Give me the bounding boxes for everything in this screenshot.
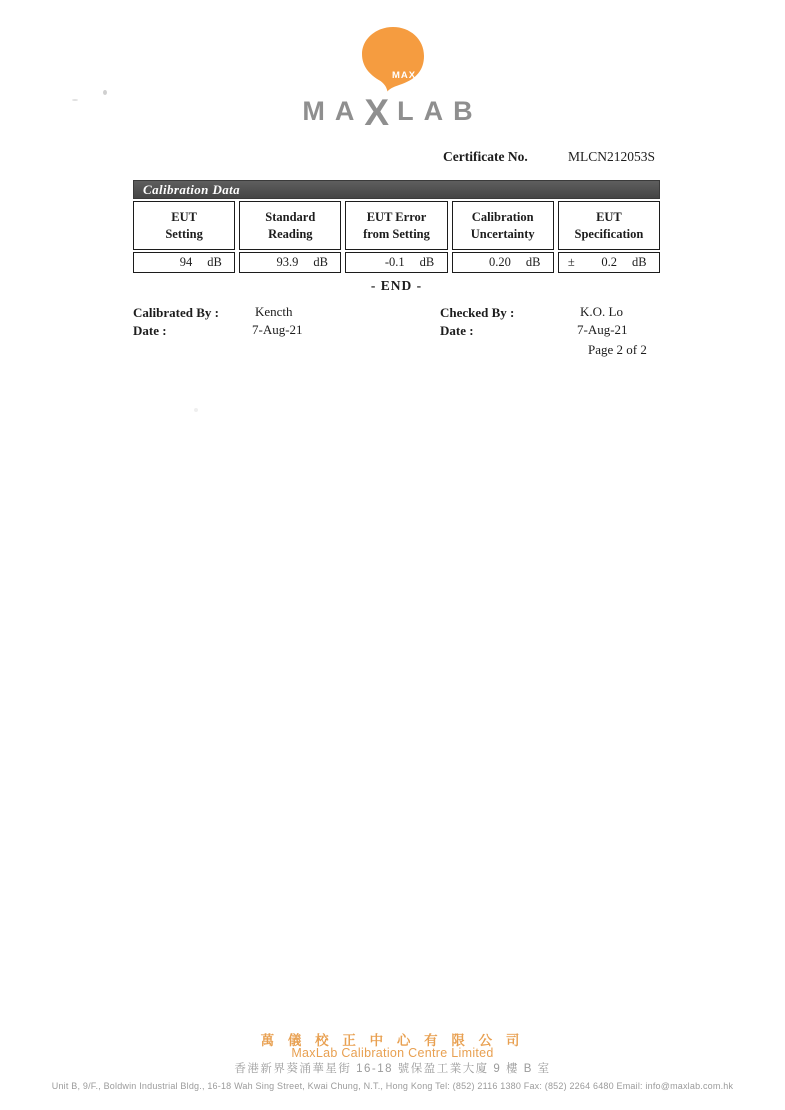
wordmark-part: MA [302,96,365,126]
cell-standard-reading [239,252,341,273]
column-header-line: Uncertainty [470,226,535,241]
footer-company-name-english: MaxLab Calibration Centre Limited [291,1046,494,1060]
footer-company-name-chinese: 萬 儀 校 正 中 心 有 限 公 司 [260,1033,525,1048]
column-header-eut-specification [558,201,660,250]
footer-address-chinese: 香港新界葵涌華星街 16-18 號保盈工業大廈 9 樓 B 室 [234,1063,551,1075]
column-header-calibration-uncertainty [452,201,554,250]
date-right-value: 7-Aug-21 [577,322,628,337]
column-header-line: EUT [596,209,622,224]
cell-calibration-uncertainty [452,252,554,273]
column-header-line: Reading [268,226,313,241]
column-header-line: Calibration [471,209,534,224]
wordmark-x: X [364,92,398,133]
column-header-standard-reading [239,201,341,250]
table-header-row [133,201,660,250]
column-header-line: Standard [265,209,316,224]
cell-value: 94 [179,255,193,269]
page-number: Page 2 of 2 [588,342,647,357]
calibration-data-section-header: Calibration Data [133,180,660,199]
cell-unit: dB [313,255,328,269]
cell-value: 0.20 [488,255,511,269]
cell-eut-error [345,252,447,273]
scan-speck [194,408,198,412]
calibrated-by-label: Calibrated By : [133,305,219,320]
maxlab-wordmark [0,92,785,133]
cell-unit: dB [207,255,222,269]
certificate-no-value: MLCN212053S [568,149,656,164]
column-header-line: EUT Error [366,209,427,224]
column-header-line: Setting [165,226,203,241]
checked-by-value: K.O. Lo [580,304,623,319]
checked-by-label: Checked By : [440,305,515,320]
date-right-label: Date : [440,323,474,338]
maxlab-logo [0,26,785,133]
table-data-row [133,252,660,273]
cell-unit: dB [632,255,647,269]
certificate-no-label: Certificate No. [443,149,528,164]
plus-minus-sign: ± [567,255,575,269]
footer-address-english: Unit B, 9/F., Boldwin Industrial Bldg., 16-18 Wah Sing Street, Kwai Chung, N.T., Hong Kong Tel: (852) 2116 1380 Fax: (852) 2264 6480 Email: info@maxlab.com.hk [51,1081,734,1091]
end-marker: - END - [370,278,423,293]
cell-unit: dB [419,255,435,269]
calibrated-by-value: Kencth [255,304,293,319]
wordmark-part: LAB [397,96,483,126]
cell-value: 0.2 [601,255,618,269]
column-header-line: from Setting [363,226,430,241]
column-header-eut-error [345,201,447,250]
calibration-data-table [133,180,660,273]
cell-eut-specification [558,252,660,273]
cell-unit: dB [525,255,541,269]
cell-value: 93.9 [276,255,299,269]
date-left-value: 7-Aug-21 [252,322,303,337]
date-left-label: Date : [133,323,167,338]
cell-value: -0.1 [384,255,405,269]
cell-eut-setting [133,252,235,273]
column-header-line: Specification [574,226,644,241]
maxlab-blob-icon [360,26,426,92]
column-header-line: EUT [171,209,197,224]
logo-badge-text: MAX [391,70,416,81]
column-header-eut-setting [133,201,235,250]
